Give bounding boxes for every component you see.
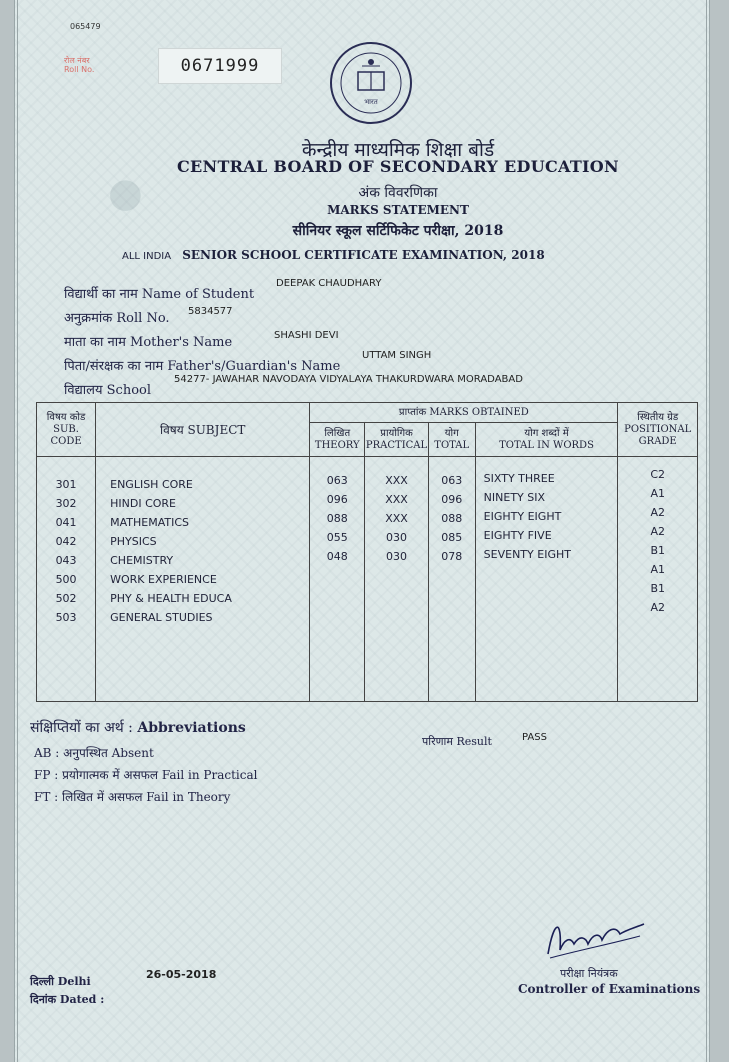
positional-grade: A2 — [650, 506, 665, 519]
seal-text: भारत — [364, 98, 378, 106]
total-in-words: SIXTY THREE — [483, 472, 555, 485]
total-column — [428, 457, 475, 702]
controller-signature — [540, 910, 650, 964]
grade-column — [618, 457, 698, 702]
total-mark: 088 — [441, 512, 463, 525]
positional-grade: B1 — [650, 582, 665, 595]
col-header-total: योग TOTAL — [428, 423, 475, 457]
total-in-words: EIGHTY FIVE — [483, 529, 552, 542]
roll-number-box: 0671999 — [158, 48, 282, 84]
statement-title-hindi: अंक विवरणिका — [358, 185, 438, 201]
col-header-code: विषय कोड SUB. CODE — [37, 403, 96, 457]
positional-grade: C2 — [650, 468, 666, 481]
practical-mark: 030 — [386, 531, 408, 544]
marks-table — [36, 402, 698, 702]
board-name-english: CENTRAL BOARD OF SECONDARY EDUCATION — [177, 157, 619, 176]
place-label: दिल्ली Delhi — [30, 975, 91, 988]
sub-code: 301 — [55, 478, 77, 491]
practical-mark: XXX — [385, 493, 408, 506]
col-header-marks: प्राप्तांक MARKS OBTAINED — [310, 403, 618, 423]
practical-mark: 030 — [386, 550, 408, 563]
sub-code: 041 — [55, 516, 77, 529]
mother-name-value: SHASHI DEVI — [274, 330, 339, 341]
statement-title-english: MARKS STATEMENT — [327, 203, 469, 217]
theory-mark: 096 — [326, 493, 348, 506]
abbr-fail-theory: FT : लिखित में असफल Fail in Theory — [34, 790, 231, 804]
cbse-seal-icon — [328, 40, 414, 126]
col-header-subject: विषय SUBJECT — [96, 403, 310, 457]
col-header-grade: स्थितीय ग्रेड POSITIONAL GRADE — [618, 403, 698, 457]
sub-code: 503 — [55, 611, 77, 624]
practical-column — [365, 457, 428, 702]
total-in-words: EIGHTY EIGHT — [483, 510, 562, 523]
mother-name-label: माता का नाम Mother's Name — [64, 335, 233, 350]
exam-title-line — [122, 244, 642, 263]
total-mark: 078 — [441, 550, 463, 563]
total-in-words: NINETY SIX — [483, 491, 546, 504]
positional-grade: A2 — [650, 601, 665, 614]
subject-column — [96, 457, 310, 702]
practical-mark: XXX — [385, 474, 408, 487]
col-header-words: योग शब्दों में TOTAL IN WORDS — [475, 423, 618, 457]
exam-title-english: SENIOR SCHOOL CERTIFICATE EXAMINATION, 2018 — [182, 248, 545, 262]
total-mark: 063 — [441, 474, 463, 487]
theory-mark: 088 — [326, 512, 348, 525]
subject-name: MATHEMATICS — [110, 516, 190, 529]
positional-grade: A1 — [650, 487, 665, 500]
sub-code: 502 — [55, 592, 77, 605]
sub-code: 042 — [55, 535, 77, 548]
subject-name: ENGLISH CORE — [110, 478, 193, 491]
student-name-label: विद्यार्थी का नाम Name of Student — [64, 287, 255, 302]
sub-code-column — [37, 457, 96, 702]
practical-mark: XXX — [385, 512, 408, 525]
result-value: PASS — [522, 732, 547, 743]
school-value: 54277- JAWAHAR NAVODAYA VIDYALAYA THAKURDWARA MORADABAD — [174, 374, 523, 385]
abbr-fail-practical: FP : प्रयोगात्मक में असफल Fail in Practical — [34, 768, 258, 782]
all-india-label: ALL INDIA — [122, 251, 172, 262]
father-name-label: पिता/संरक्षक का नाम Father's/Guardian's Name — [64, 359, 341, 374]
school-label: विद्यालय School — [64, 383, 152, 398]
student-name-value: DEEPAK CHAUDHARY — [276, 278, 382, 289]
serial-number: 065479 — [70, 22, 101, 31]
sub-code: 302 — [55, 497, 77, 510]
watermark: ● — [108, 170, 143, 216]
subject-name: PHY & HEALTH EDUCA — [110, 592, 232, 605]
positional-grade: A1 — [650, 563, 665, 576]
theory-mark: 063 — [326, 474, 348, 487]
sub-code: 500 — [55, 573, 77, 586]
abbr-absent: AB : अनुपस्थित Absent — [34, 746, 154, 760]
total-mark: 085 — [441, 531, 463, 544]
total-in-words: SEVENTY EIGHT — [483, 548, 571, 561]
subject-name: PHYSICS — [110, 535, 157, 548]
subject-name: CHEMISTRY — [110, 554, 174, 567]
subject-name: GENERAL STUDIES — [110, 611, 213, 624]
theory-mark: 048 — [326, 550, 348, 563]
date-value: 26-05-2018 — [146, 968, 217, 981]
controller-title-hindi: परीक्षा नियंत्रक — [560, 967, 618, 980]
subject-name: HINDI CORE — [110, 497, 177, 510]
positional-grade: B1 — [650, 544, 665, 557]
subject-name: WORK EXPERIENCE — [110, 573, 217, 586]
theory-mark: 055 — [326, 531, 348, 544]
positional-grade: A2 — [650, 525, 665, 538]
roll-no-label: अनुक्रमांक Roll No. — [64, 311, 170, 326]
exam-title-hindi: सीनियर स्कूल सर्टिफिकेट परीक्षा, 2018 — [292, 223, 504, 239]
words-column — [475, 457, 618, 702]
theory-column — [310, 457, 365, 702]
sub-code: 043 — [55, 554, 77, 567]
father-name-value: UTTAM SINGH — [362, 350, 432, 361]
col-header-theory: लिखित THEORY — [310, 423, 365, 457]
roll-box-label: रोल नंबर Roll No. — [64, 56, 95, 74]
total-mark: 096 — [441, 493, 463, 506]
controller-title-english: Controller of Examinations — [518, 982, 701, 996]
col-header-practical: प्रायोगिक PRACTICAL — [365, 423, 428, 457]
abbreviations-title: संक्षिप्तियों का अर्थ : Abbreviations — [30, 720, 246, 736]
roll-no-value: 5834577 — [188, 306, 233, 317]
board-name-hindi: केन्द्रीय माध्यमिक शिक्षा बोर्ड — [301, 139, 495, 161]
result-label: परिणाम Result — [422, 735, 492, 748]
dated-label: दिनांक Dated : — [30, 993, 105, 1006]
